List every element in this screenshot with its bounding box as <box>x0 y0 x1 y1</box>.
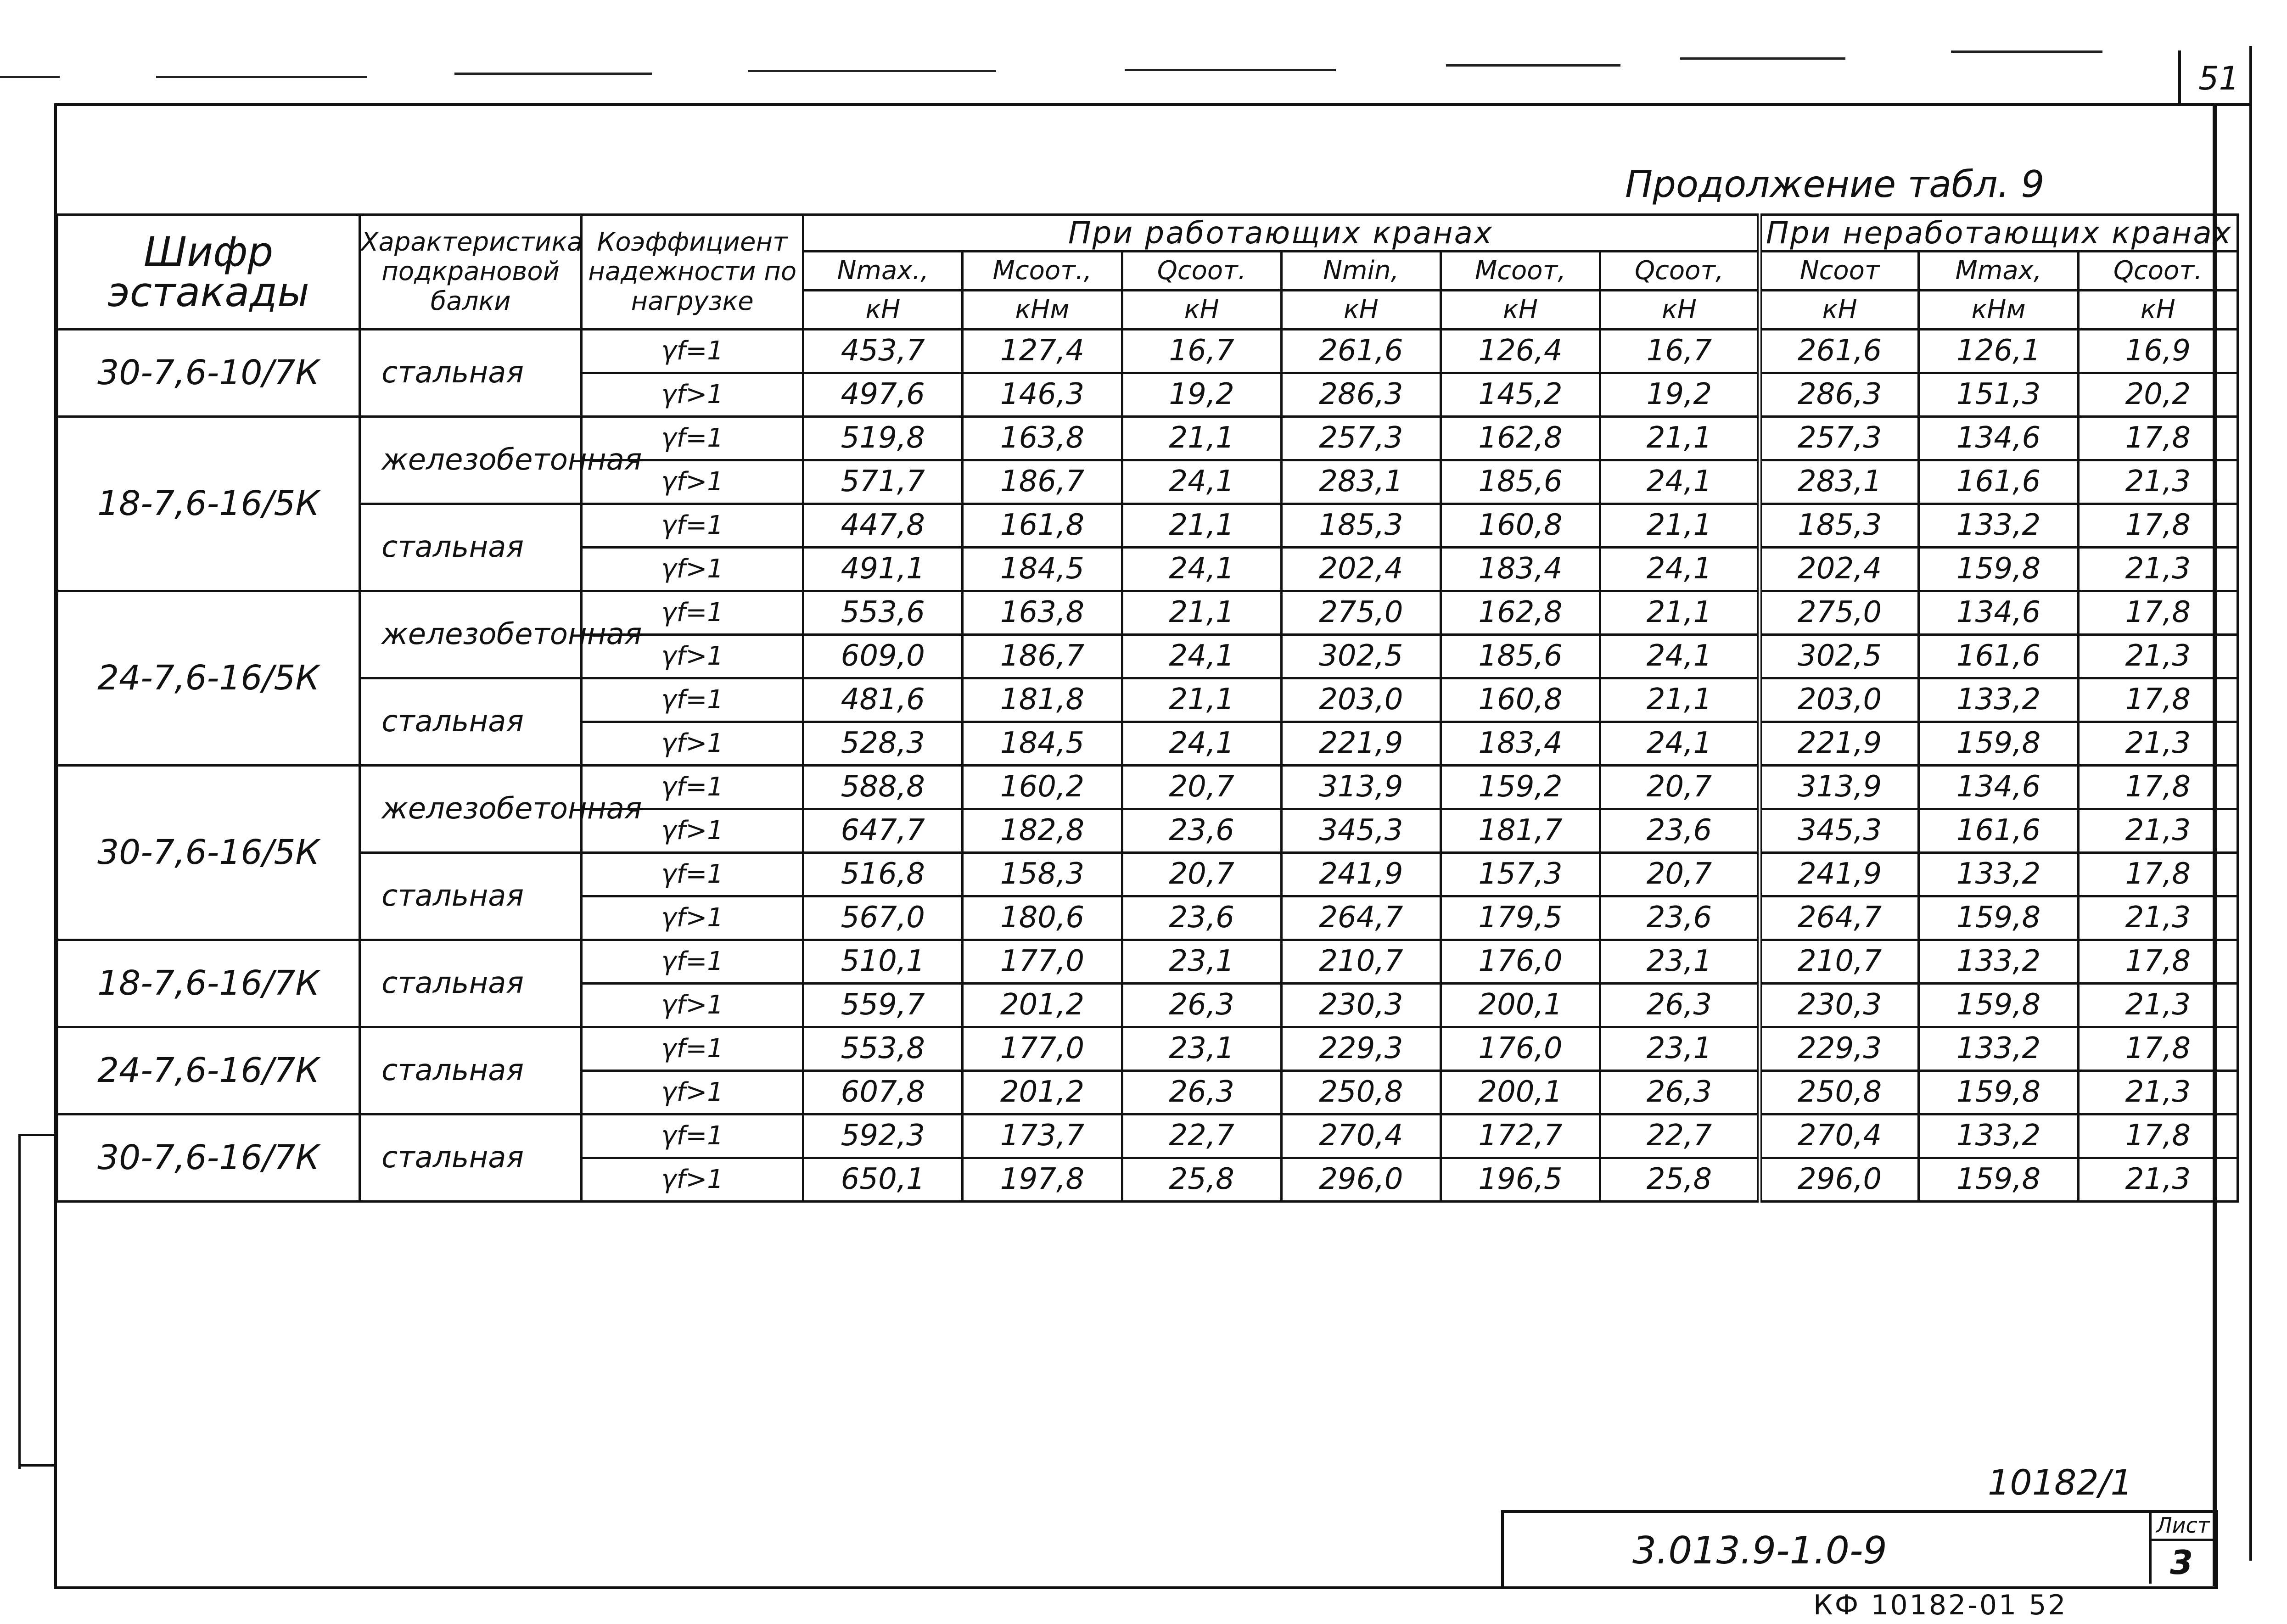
cell-value: 26,3 <box>1600 984 1760 1027</box>
cell-value: 571,7 <box>803 460 963 504</box>
cell-value: 20,2 <box>2078 373 2237 417</box>
cell-value: 302,5 <box>1760 635 1919 678</box>
cell-coef: γf=1 <box>582 504 803 548</box>
bottom-stamp: КФ 10182-01 52 <box>1813 1589 2068 1621</box>
header-idle-cranes: При неработающих кранах <box>1760 215 2238 252</box>
cell-value: 176,0 <box>1441 940 1600 984</box>
cell-coef: γf>1 <box>582 896 803 940</box>
cell-value: 23,6 <box>1122 896 1281 940</box>
cell-cipher: 18-7,6-16/7К <box>57 940 360 1027</box>
margin-dash <box>748 70 996 72</box>
cell-value: 250,8 <box>1760 1071 1919 1114</box>
cell-value: 180,6 <box>963 896 1122 940</box>
cell-value: 567,0 <box>803 896 963 940</box>
cell-beam: стальная <box>360 940 582 1027</box>
cell-value: 16,9 <box>2078 330 2237 373</box>
col-unit: кН <box>1281 291 1441 330</box>
cell-value: 179,5 <box>1441 896 1600 940</box>
cell-value: 186,7 <box>963 635 1122 678</box>
cell-value: 160,8 <box>1441 678 1600 722</box>
cell-value: 21,1 <box>1122 591 1281 635</box>
cell-value: 20,7 <box>1122 853 1281 896</box>
cell-value: 21,3 <box>2078 1071 2237 1114</box>
cell-value: 163,8 <box>963 417 1122 460</box>
cell-value: 23,6 <box>1600 896 1760 940</box>
cell-beam: стальная <box>360 853 582 940</box>
cell-value: 275,0 <box>1281 591 1441 635</box>
cell-coef: γf=1 <box>582 1027 803 1071</box>
cell-coef: γf=1 <box>582 678 803 722</box>
cell-value: 162,8 <box>1441 417 1600 460</box>
cell-value: 345,3 <box>1760 809 1919 853</box>
archive-reference: 10182/1 <box>1988 1462 2133 1503</box>
cell-value: 202,4 <box>1281 548 1441 591</box>
col-unit: кНм <box>963 291 1122 330</box>
cell-value: 181,8 <box>963 678 1122 722</box>
cell-value: 21,1 <box>1122 678 1281 722</box>
cell-coef: γf=1 <box>582 591 803 635</box>
col-unit: кН <box>1600 291 1760 330</box>
cell-value: 202,4 <box>1760 548 1919 591</box>
col-unit: кН <box>1441 291 1600 330</box>
cell-value: 159,8 <box>1919 722 2078 766</box>
cell-value: 21,1 <box>1600 591 1760 635</box>
cell-value: 203,0 <box>1281 678 1441 722</box>
cell-value: 257,3 <box>1760 417 1919 460</box>
cell-value: 21,3 <box>2078 635 2237 678</box>
header-working-cranes: При работающих кранах <box>803 215 1760 252</box>
cell-value: 25,8 <box>1600 1158 1760 1202</box>
cell-value: 21,1 <box>1122 504 1281 548</box>
cell-value: 609,0 <box>803 635 963 678</box>
cell-value: 200,1 <box>1441 984 1600 1027</box>
sheet-cell <box>2149 1510 2216 1584</box>
cell-value: 22,7 <box>1600 1114 1760 1158</box>
cell-value: 186,7 <box>963 460 1122 504</box>
header-beam: Характеристика подкрановой балки <box>360 215 582 330</box>
cell-value: 20,7 <box>1600 766 1760 809</box>
margin-dash <box>0 76 60 78</box>
cell-value: 16,7 <box>1122 330 1281 373</box>
cell-value: 21,1 <box>1600 678 1760 722</box>
cell-value: 275,0 <box>1760 591 1919 635</box>
cell-value: 221,9 <box>1760 722 1919 766</box>
cell-value: 161,8 <box>963 504 1122 548</box>
cell-value: 210,7 <box>1281 940 1441 984</box>
cell-value: 127,4 <box>963 330 1122 373</box>
cell-value: 264,7 <box>1760 896 1919 940</box>
cell-coef: γf>1 <box>582 809 803 853</box>
cell-beam: стальная <box>360 330 582 417</box>
cell-value: 159,8 <box>1919 896 2078 940</box>
title-block <box>1501 1510 2218 1589</box>
cell-value: 151,3 <box>1919 373 2078 417</box>
cell-value: 26,3 <box>1122 1071 1281 1114</box>
cell-value: 23,6 <box>1122 809 1281 853</box>
cell-value: 159,8 <box>1919 984 2078 1027</box>
cell-value: 133,2 <box>1919 678 2078 722</box>
cell-value: 481,6 <box>803 678 963 722</box>
cell-value: 241,9 <box>1760 853 1919 896</box>
cell-value: 159,2 <box>1441 766 1600 809</box>
cell-value: 133,2 <box>1919 853 2078 896</box>
cell-value: 133,2 <box>1919 504 2078 548</box>
sheet-cell-divider <box>2152 1539 2216 1541</box>
cell-value: 184,5 <box>963 722 1122 766</box>
cell-value: 647,7 <box>803 809 963 853</box>
cell-coef: γf=1 <box>582 940 803 984</box>
table-row <box>57 1027 2238 1071</box>
cell-value: 283,1 <box>1760 460 1919 504</box>
cell-value: 181,7 <box>1441 809 1600 853</box>
cell-value: 17,8 <box>2078 766 2237 809</box>
cell-value: 24,1 <box>1600 635 1760 678</box>
cell-value: 497,6 <box>803 373 963 417</box>
margin-dash <box>1951 50 2102 53</box>
cell-value: 241,9 <box>1281 853 1441 896</box>
cell-value: 196,5 <box>1441 1158 1600 1202</box>
cell-value: 21,3 <box>2078 460 2237 504</box>
cell-value: 257,3 <box>1281 417 1441 460</box>
header-cipher: Шифр эстакады <box>57 215 360 330</box>
cell-value: 286,3 <box>1760 373 1919 417</box>
cell-value: 20,7 <box>1122 766 1281 809</box>
sheet-label: Лист <box>2156 1513 2210 1538</box>
cell-cipher: 24-7,6-16/5К <box>57 591 360 766</box>
left-mark <box>18 1134 55 1136</box>
cell-value: 345,3 <box>1281 809 1441 853</box>
table-continuation-caption: Продолжение табл. 9 <box>1625 163 2045 206</box>
cell-value: 185,3 <box>1760 504 1919 548</box>
cell-value: 133,2 <box>1919 1114 2078 1158</box>
col-unit: кН <box>803 291 963 330</box>
cell-value: 313,9 <box>1760 766 1919 809</box>
cell-value: 172,7 <box>1441 1114 1600 1158</box>
cell-value: 286,3 <box>1281 373 1441 417</box>
cell-value: 145,2 <box>1441 373 1600 417</box>
cell-value: 17,8 <box>2078 1114 2237 1158</box>
cell-value: 261,6 <box>1281 330 1441 373</box>
margin-dash <box>454 73 652 75</box>
sheet-number-box <box>2178 50 2252 106</box>
cell-value: 183,4 <box>1441 548 1600 591</box>
cell-value: 25,8 <box>1122 1158 1281 1202</box>
cell-value: 21,3 <box>2078 548 2237 591</box>
cell-value: 453,7 <box>803 330 963 373</box>
cell-value: 161,6 <box>1919 809 2078 853</box>
cell-value: 229,3 <box>1281 1027 1441 1071</box>
cell-value: 21,3 <box>2078 984 2237 1027</box>
cell-value: 210,7 <box>1760 940 1919 984</box>
left-mark <box>18 1464 55 1467</box>
margin-dash <box>1446 64 1620 67</box>
cell-value: 528,3 <box>803 722 963 766</box>
cell-value: 177,0 <box>963 1027 1122 1071</box>
cell-beam: железобетонная <box>360 417 582 504</box>
cell-value: 17,8 <box>2078 678 2237 722</box>
margin-dash <box>156 76 367 78</box>
cell-value: 17,8 <box>2078 504 2237 548</box>
cell-value: 185,3 <box>1281 504 1441 548</box>
cell-value: 16,7 <box>1600 330 1760 373</box>
cell-value: 20,7 <box>1600 853 1760 896</box>
cell-value: 21,3 <box>2078 809 2237 853</box>
cell-value: 24,1 <box>1122 460 1281 504</box>
cell-value: 126,4 <box>1441 330 1600 373</box>
cell-value: 264,7 <box>1281 896 1441 940</box>
cell-value: 519,8 <box>803 417 963 460</box>
cell-value: 21,1 <box>1600 417 1760 460</box>
cell-value: 126,1 <box>1919 330 2078 373</box>
cell-value: 650,1 <box>803 1158 963 1202</box>
cell-value: 21,1 <box>1600 504 1760 548</box>
cell-value: 261,6 <box>1760 330 1919 373</box>
cell-value: 176,0 <box>1441 1027 1600 1071</box>
cell-value: 221,9 <box>1281 722 1441 766</box>
cell-value: 21,3 <box>2078 896 2237 940</box>
cell-value: 250,8 <box>1281 1071 1441 1114</box>
cell-value: 23,1 <box>1122 1027 1281 1071</box>
col-header: Nmax., <box>803 252 963 291</box>
cell-beam: стальная <box>360 504 582 591</box>
cell-value: 21,3 <box>2078 722 2237 766</box>
cell-value: 177,0 <box>963 940 1122 984</box>
cell-cipher: 30-7,6-10/7К <box>57 330 360 417</box>
cell-value: 296,0 <box>1760 1158 1919 1202</box>
cell-beam: стальная <box>360 1027 582 1114</box>
cell-coef: γf>1 <box>582 373 803 417</box>
cell-value: 588,8 <box>803 766 963 809</box>
cell-value: 26,3 <box>1122 984 1281 1027</box>
cell-value: 161,6 <box>1919 635 2078 678</box>
cell-value: 491,1 <box>803 548 963 591</box>
cell-value: 296,0 <box>1281 1158 1441 1202</box>
cell-value: 19,2 <box>1122 373 1281 417</box>
cell-coef: γf>1 <box>582 1071 803 1114</box>
table-row <box>57 504 2238 548</box>
cell-value: 183,4 <box>1441 722 1600 766</box>
cell-value: 134,6 <box>1919 591 2078 635</box>
margin-dash <box>1125 69 1336 71</box>
right-edge-line <box>2249 46 2252 1561</box>
cell-value: 197,8 <box>963 1158 1122 1202</box>
cell-beam: железобетонная <box>360 766 582 853</box>
table-row <box>57 330 2238 373</box>
cell-value: 163,8 <box>963 591 1122 635</box>
cell-coef: γf=1 <box>582 766 803 809</box>
cell-beam: железобетонная <box>360 591 582 678</box>
cell-coef: γf>1 <box>582 635 803 678</box>
left-mark <box>18 1134 21 1469</box>
table-row <box>57 591 2238 635</box>
cell-coef: γf=1 <box>582 330 803 373</box>
cell-coef: γf=1 <box>582 417 803 460</box>
cell-value: 516,8 <box>803 853 963 896</box>
header-coef: Коэффициент надежности по нагрузке <box>582 215 803 330</box>
cell-cipher: 24-7,6-16/7К <box>57 1027 360 1114</box>
document-code: 3.013.9-1.0-9 <box>1632 1529 1887 1573</box>
cell-beam: стальная <box>360 1114 582 1202</box>
table-row <box>57 417 2238 460</box>
cell-value: 184,5 <box>963 548 1122 591</box>
cell-value: 17,8 <box>2078 417 2237 460</box>
cell-value: 160,2 <box>963 766 1122 809</box>
col-unit: кН <box>2078 291 2237 330</box>
cell-beam: стальная <box>360 678 582 766</box>
table-row <box>57 940 2238 984</box>
cell-value: 229,3 <box>1760 1027 1919 1071</box>
cell-value: 24,1 <box>1600 722 1760 766</box>
col-header: Qсоот, <box>1600 252 1760 291</box>
cell-value: 185,6 <box>1441 460 1600 504</box>
col-header: Qсоот. <box>2078 252 2237 291</box>
cell-value: 162,8 <box>1441 591 1600 635</box>
cell-value: 21,1 <box>1122 417 1281 460</box>
cell-value: 283,1 <box>1281 460 1441 504</box>
table-row <box>57 678 2238 722</box>
cell-value: 133,2 <box>1919 940 2078 984</box>
col-header: Nmin, <box>1281 252 1441 291</box>
cell-value: 270,4 <box>1281 1114 1441 1158</box>
cell-value: 19,2 <box>1600 373 1760 417</box>
cell-value: 133,2 <box>1919 1027 2078 1071</box>
col-unit: кН <box>1122 291 1281 330</box>
cell-coef: γf=1 <box>582 853 803 896</box>
cell-value: 160,8 <box>1441 504 1600 548</box>
cell-value: 17,8 <box>2078 591 2237 635</box>
cell-value: 159,8 <box>1919 1158 2078 1202</box>
cell-value: 553,8 <box>803 1027 963 1071</box>
cell-value: 161,6 <box>1919 460 2078 504</box>
sheet-number-top: 51 <box>2198 60 2240 97</box>
col-header: Mmax, <box>1919 252 2078 291</box>
cell-value: 182,8 <box>963 809 1122 853</box>
cell-value: 134,6 <box>1919 417 2078 460</box>
col-header: Mсоот, <box>1441 252 1600 291</box>
cell-value: 553,6 <box>803 591 963 635</box>
col-unit: кНм <box>1919 291 2078 330</box>
table-row <box>57 853 2238 896</box>
cell-value: 313,9 <box>1281 766 1441 809</box>
cell-coef: γf>1 <box>582 548 803 591</box>
cell-value: 510,1 <box>803 940 963 984</box>
table-row <box>57 766 2238 809</box>
cell-value: 134,6 <box>1919 766 2078 809</box>
cell-coef: γf>1 <box>582 984 803 1027</box>
cell-cipher: 30-7,6-16/5К <box>57 766 360 940</box>
col-header: Qсоот. <box>1122 252 1281 291</box>
cell-value: 17,8 <box>2078 940 2237 984</box>
load-table <box>56 213 2239 1203</box>
cell-value: 23,1 <box>1600 1027 1760 1071</box>
cell-value: 158,3 <box>963 853 1122 896</box>
cell-value: 24,1 <box>1600 548 1760 591</box>
cell-value: 270,4 <box>1760 1114 1919 1158</box>
cell-value: 146,3 <box>963 373 1122 417</box>
cell-value: 24,1 <box>1122 548 1281 591</box>
cell-value: 185,6 <box>1441 635 1600 678</box>
cell-value: 22,7 <box>1122 1114 1281 1158</box>
cell-value: 592,3 <box>803 1114 963 1158</box>
cell-value: 159,8 <box>1919 1071 2078 1114</box>
cell-value: 21,3 <box>2078 1158 2237 1202</box>
cell-value: 201,2 <box>963 984 1122 1027</box>
cell-value: 24,1 <box>1122 722 1281 766</box>
cell-value: 203,0 <box>1760 678 1919 722</box>
cell-cipher: 18-7,6-16/5К <box>57 417 360 591</box>
table-row <box>57 1114 2238 1158</box>
cell-value: 200,1 <box>1441 1071 1600 1114</box>
cell-value: 230,3 <box>1760 984 1919 1027</box>
cell-value: 17,8 <box>2078 853 2237 896</box>
cell-value: 23,1 <box>1600 940 1760 984</box>
cell-value: 173,7 <box>963 1114 1122 1158</box>
cell-value: 230,3 <box>1281 984 1441 1027</box>
col-header: Nсоот <box>1760 252 1919 291</box>
cell-value: 24,1 <box>1122 635 1281 678</box>
sheet-number: 3 <box>2170 1543 2193 1582</box>
cell-value: 23,6 <box>1600 809 1760 853</box>
cell-value: 23,1 <box>1122 940 1281 984</box>
cell-value: 159,8 <box>1919 548 2078 591</box>
cell-value: 201,2 <box>963 1071 1122 1114</box>
col-header: Mсоот., <box>963 252 1122 291</box>
margin-dash <box>1680 57 1845 60</box>
cell-value: 24,1 <box>1600 460 1760 504</box>
cell-value: 607,8 <box>803 1071 963 1114</box>
cell-value: 157,3 <box>1441 853 1600 896</box>
cell-cipher: 30-7,6-16/7К <box>57 1114 360 1202</box>
cell-coef: γf>1 <box>582 460 803 504</box>
col-unit: кН <box>1760 291 1919 330</box>
cell-value: 26,3 <box>1600 1071 1760 1114</box>
cell-value: 302,5 <box>1281 635 1441 678</box>
cell-coef: γf>1 <box>582 722 803 766</box>
cell-value: 17,8 <box>2078 1027 2237 1071</box>
cell-coef: γf>1 <box>582 1158 803 1202</box>
cell-value: 447,8 <box>803 504 963 548</box>
cell-coef: γf=1 <box>582 1114 803 1158</box>
cell-value: 559,7 <box>803 984 963 1027</box>
